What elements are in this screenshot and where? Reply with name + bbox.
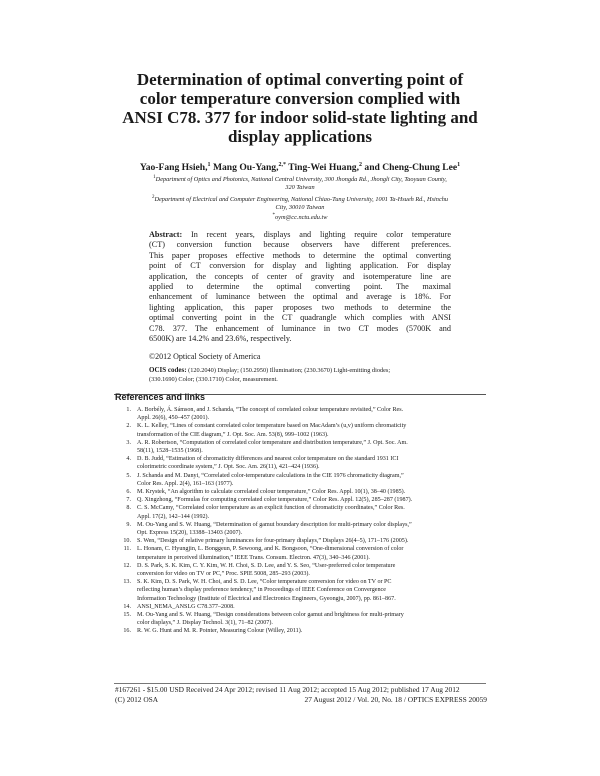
publication-history: #167261 - $15.00 USD Received 24 Apr 2012; revised 11 Aug 2012; accepted 15 Aug 2012; published 17 Aug 2012 — [115, 685, 460, 694]
copyright-notice: ©2012 Optical Society of America — [149, 352, 261, 361]
footer-divider — [114, 683, 486, 684]
ocis-codes: OCIS codes: (120.2040) Display; (150.2950) Illumination; (230.3670) Light-emitting diodes; (330.1690) Color; (330.1710) Color, measurement. — [149, 366, 391, 383]
reference-item: 12. D. S. Park, S. K. Kim, C. Y. Kim, W. H. Choi, S. D. Lee, and Y. S. Seo, “User-preferred color temperature conversion for video on TV or PC,” Proc. SPIE 5008, 285–293 (2003). — [123, 562, 396, 578]
reference-item: 14. ANSI_NEMA_ANSLG C78.377–2008. — [123, 603, 235, 610]
author: and Cheng-Chung Lee$^1$ — [364, 162, 461, 174]
reference-item: 16. R. W. G. Hunt and M. R. Pointer, Measuring Colour (Willey, 2011). — [123, 628, 303, 635]
journal-citation: 27 August 2012 / Vol. 20, No. 18 / OPTICS EXPRESS 20059 — [304, 695, 487, 704]
reference-item: 4. D. B. Judd, “Estimation of chromaticity differences and nearest color temperature on the standard 1931 ICI colorimetric coordinate system,” J. Opt. Soc. Am. 26(11), 421–424 (1936). — [126, 456, 399, 471]
abstract: Abstract: In recent years, displays and lighting require color temperature (CT) conversion function because observers have different preferences. This paper proposes effective methods to determine the optimal converting point of CT conversion for display and lighting application. For display application, the concepts of center of gravity and isotemperature line are applied to determine the optimal converting point. The maximal enhancement of luminance between the optimal and average is 18%. For lighting application, this paper proposes two methods to determine the optimal converting point in the CT quadrangle which complies with ANSI C78. 377. The enhancement of luminance in two CT modes (5700K and 6500K) are 14.2% and 23.6%, respectively. — [149, 230, 452, 344]
paper-title — [108, 70, 492, 146]
affiliation: $^1$Department of Optics and Photonics, National Central University, 300 Jhongda Rd., Jhongli City, Taoyuan County, 320 Taiwan — [153, 175, 447, 192]
reference-item: 2. K. L. Kelley, “Lines of constant correlated color temperature based on MacAdam’s (u,v) uniform chromaticity transformation of the CIE diagram,” J. Opt. Soc. Am. 53(8), 999–1002 (1963). — [126, 423, 407, 438]
author: Mang Ou-Yang,$^{2,*}$ — [212, 162, 287, 174]
title-line: Determination of optimal converting point of — [136, 70, 464, 89]
author-list — [90, 159, 510, 174]
reference-item: 9. M. Ou-Yang and S. W. Huang, “Determination of gamut boundary description for multi-primary color displays,” Opt. Express 15(20), 13388–13403 (2007). — [126, 521, 412, 537]
ocis-label: OCIS codes: — [149, 366, 187, 374]
references-heading: References and links — [115, 392, 206, 402]
abstract-label: Abstract: — [149, 230, 183, 239]
title-line: color temperature conversion complied with — [139, 89, 461, 108]
reference-item: 10. S. Wen, “Design of relative primary luminances for four-primary displays,” Displays 26(4–5), 171–176 (2005). — [123, 538, 409, 545]
author: Ting-Wei Huang,$^2$ — [288, 162, 362, 174]
reference-item: 6. M. Krystek, “An algorithm to calculate correlated colour temperature,” Color Res. Appl. 10(1), 38–40 (1985). — [126, 489, 406, 496]
author: Yao-Fang Hsieh,$^1$ — [139, 162, 211, 174]
affiliation: $^2$Department of Electrical and Computer Engineering, National Chiao-Tung University, 1001 Ta-Hsueh Rd., Hsinchu City, 30010 Taiwan — [151, 195, 449, 212]
corresponding-email[interactable]: *oym@cc.nctu.edu.tw — [272, 213, 328, 222]
page-footer — [115, 685, 487, 705]
reference-item: 7. Q. Xingzhong, “Formulas for computing correlated color temperature,” Color Res. Appl. 12(5), 285–287 (1987). — [126, 497, 413, 504]
footer-copyright: (C) 2012 OSA — [115, 695, 159, 704]
reference-item: 13. S. K. Kim, D. S. Park, W. H. Choi, and S. D. Lee, “Color temperature conversion for video on TV or PC reflecting human’s display preference tendency,” in Proceedings of IEEE Conference on Convergence Information Technology (Institute of Electrical and Electronics Engineers, Gyeongju, 2007), pp. 861–867. — [123, 579, 396, 602]
title-line: display applications — [227, 127, 373, 146]
title-line: ANSI C78. 377 for indoor solid-state lighting and — [122, 108, 478, 127]
reference-item: 3. A. R. Robertson, “Computation of correlated color temperature and distribution temperature,” J. Opt. Soc. Am. 58(11), 1528–1535 (1968). — [126, 439, 408, 455]
reference-item: 5. J. Schanda and M. Danyi, “Correlated color-temperature calculations in the CIE 1976 chromaticity diagram,” Color Res. Appl. 2(4), 161–163 (1977). — [126, 472, 404, 487]
reference-item: 11. L. Honam, C. Hyungjin, L. Bonggeun, P. Sewoong, and K. Bongsoon, “One-dimensional conversion of color temperature in perceived illumination,” IEEE Trans. Consum. Electron. 47(3), 340–346 (2001). — [123, 546, 404, 561]
reference-item: 1. A. Borbély, Á. Sámson, and J. Schanda, “The concept of correlated colour temperature revisited,” Color Res. Appl. 26(6), 450–457 (2001). — [126, 407, 404, 422]
reference-item: 15. M. Ou-Yang and S. W. Huang, “Design considerations between color gamut and brightness for multi-primary color displays,” J. Display Technol. 3(1), 71–82 (2007). — [123, 612, 404, 627]
reference-item: 8. C. S. McCamy, “Correlated color temperature as an explicit function of chromaticity coordinates,” Color Res. Appl. 17(2), 142–144 (1992). — [126, 505, 405, 520]
reference-list — [115, 406, 487, 636]
